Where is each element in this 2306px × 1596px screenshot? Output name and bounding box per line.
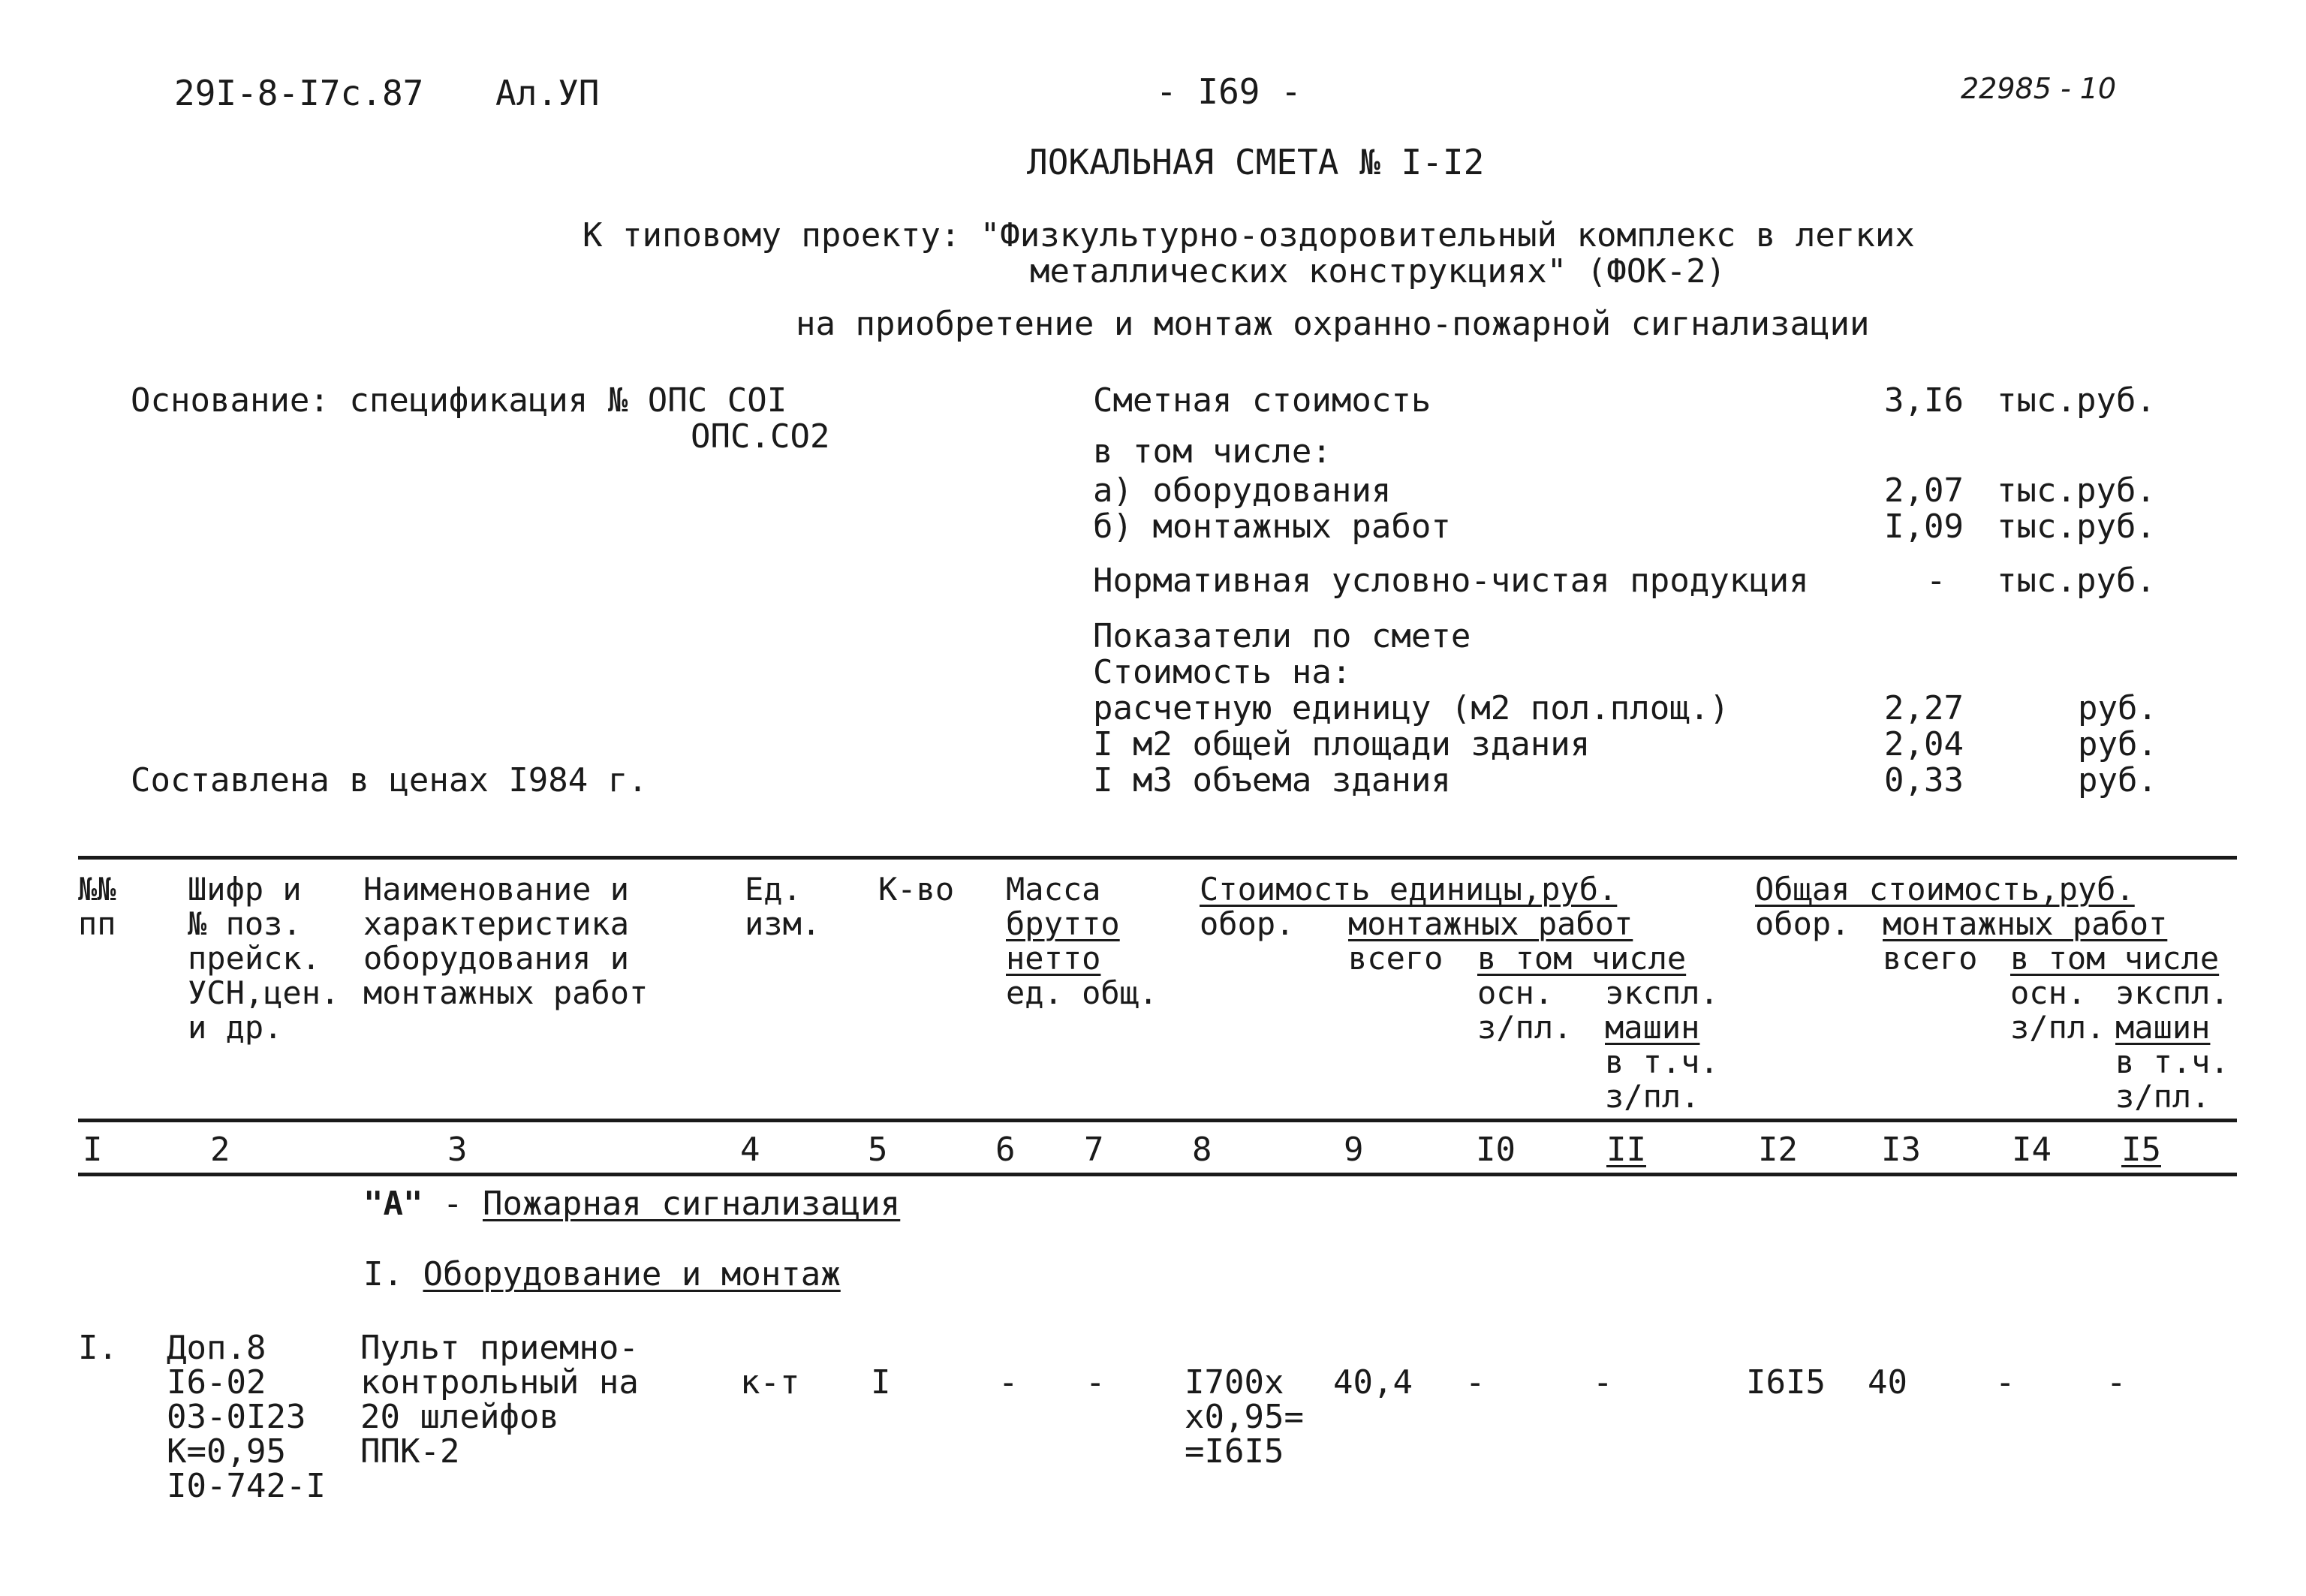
- row-unit: к-т: [740, 1363, 800, 1402]
- header-unit-cost: Стоимость единицы,руб.: [1200, 871, 1618, 908]
- header-unit-base-wage-1: осн.: [1477, 974, 1554, 1011]
- header-num-2: пп: [78, 905, 116, 942]
- indicators-label: Показатели по смете: [1093, 617, 1471, 655]
- row-name-4: ППК-2: [360, 1432, 460, 1471]
- equipment-cost-unit: тыс.руб.: [1997, 471, 2156, 510]
- row-total-machines: -: [2106, 1363, 2127, 1402]
- equipment-cost-value: 2,07: [1884, 471, 1964, 510]
- col-num-15: I5: [2121, 1131, 2161, 1169]
- installation-cost-unit: тыс.руб.: [1997, 507, 2156, 546]
- m3-cost-label: I м3 объема здания: [1093, 761, 1451, 800]
- row-name-2: контрольный на: [360, 1363, 639, 1402]
- col-num-11: II: [1606, 1131, 1646, 1169]
- equipment-cost-label: а) оборудования: [1093, 471, 1392, 510]
- header-unit-2: изм.: [745, 905, 821, 942]
- header-unit-total: всего: [1348, 940, 1444, 977]
- estimated-cost-value: 3,I6: [1884, 381, 1964, 420]
- col-num-6: 6: [995, 1131, 1016, 1169]
- header-total-base-wage-2: з/пл.: [2010, 1009, 2106, 1046]
- header-unit-machines-2: машин: [1605, 1009, 1700, 1046]
- header-unit-machines-4: з/пл.: [1605, 1078, 1700, 1115]
- header-total-including: в том числе: [2010, 940, 2220, 977]
- basis-label: Основание: спецификация № ОПС СОI: [131, 381, 787, 420]
- col-num-8: 8: [1192, 1131, 1212, 1169]
- album-number: Ал.УП: [495, 73, 600, 113]
- m2-cost-unit: руб.: [2078, 725, 2157, 763]
- header-name-3: оборудования и: [363, 940, 630, 977]
- estimated-cost-unit: тыс.руб.: [1997, 381, 2156, 420]
- col-num-12: I2: [1758, 1131, 1798, 1169]
- m2-cost-value: 2,04: [1884, 725, 1964, 763]
- unit-cost-label: расчетную единицу (м2 пол.площ.): [1093, 689, 1730, 727]
- header-code-1: Шифр и: [188, 871, 302, 908]
- header-unit-including: в том числе: [1477, 940, 1687, 977]
- col-num-9: 9: [1344, 1131, 1364, 1169]
- col-num-7: 7: [1084, 1131, 1104, 1169]
- col-num-14: I4: [2012, 1131, 2052, 1169]
- col-num-13: I3: [1881, 1131, 1921, 1169]
- header-quantity: К-во: [878, 871, 955, 908]
- col-num-4: 4: [740, 1131, 760, 1169]
- price-level: Составлена в ценах I984 г.: [131, 761, 648, 800]
- header-mass: Масса: [1006, 871, 1101, 908]
- normative-production-unit: тыс.руб.: [1997, 562, 2156, 600]
- row-mass-unit: -: [998, 1363, 1019, 1402]
- row-machines: -: [1593, 1363, 1613, 1402]
- col-num-5: 5: [868, 1131, 888, 1169]
- subsection-heading: I. Оборудование и монтаж: [363, 1255, 841, 1293]
- header-total-machines-1: экспл.: [2115, 974, 2229, 1011]
- section-heading: "А" - Пожарная сигнализация: [363, 1185, 901, 1223]
- header-total-machines-4: з/пл.: [2115, 1078, 2211, 1115]
- header-total-equipment: обор.: [1755, 905, 1850, 942]
- header-code-4: УСН,цен.: [188, 974, 340, 1011]
- unit-cost-value: 2,27: [1884, 689, 1964, 727]
- normative-production-label: Нормативная условно-чистая продукция: [1093, 562, 1809, 600]
- row-name-3: 20 шлейфов: [360, 1398, 559, 1436]
- column-numbers-rule: [78, 1173, 2237, 1176]
- row-equipment-cost-1: I700x: [1185, 1363, 1284, 1402]
- header-total-machines-2: машин: [2115, 1009, 2211, 1046]
- cost-on-label: Стоимость на:: [1093, 653, 1352, 691]
- header-total-base-wage-1: осн.: [2010, 974, 2087, 1011]
- row-quantity: I: [871, 1363, 891, 1402]
- estimate-purpose: на приобретение и монтаж охранно-пожарной сигнализации: [796, 305, 1870, 343]
- header-unit-1: Ед.: [745, 871, 802, 908]
- header-num-1: №№: [78, 871, 116, 908]
- inventory-number: 22985 - 10: [1961, 72, 2117, 105]
- unit-cost-unit: руб.: [2078, 689, 2157, 727]
- installation-cost-value: I,09: [1884, 507, 1964, 546]
- row-mass-total: -: [1085, 1363, 1106, 1402]
- header-total-total: всего: [1883, 940, 1978, 977]
- row-installation-total: 40,4: [1333, 1363, 1413, 1402]
- row-equipment-cost-3: =I6I5: [1185, 1432, 1284, 1471]
- row-code-1: Доп.8: [167, 1329, 266, 1367]
- basis-spec-2: ОПС.СО2: [691, 417, 830, 456]
- m3-cost-unit: руб.: [2078, 761, 2157, 800]
- col-num-2: 2: [210, 1131, 230, 1169]
- installation-cost-label: б) монтажных работ: [1093, 507, 1451, 546]
- row-total-base-wage: -: [1995, 1363, 2015, 1402]
- header-unit-machines-3: в т.ч.: [1605, 1043, 1719, 1080]
- header-code-2: № поз.: [188, 905, 302, 942]
- col-num-1: I: [83, 1131, 103, 1169]
- project-line-1: К типовому проекту: "Физкультурно-оздоровительный комплекс в легких: [583, 216, 1915, 254]
- estimated-cost-label: Сметная стоимость: [1093, 381, 1431, 420]
- col-num-10: I0: [1476, 1131, 1516, 1169]
- row-total-equipment: I6I5: [1746, 1363, 1826, 1402]
- header-code-5: и др.: [188, 1009, 283, 1046]
- header-unit-installation: монтажных работ: [1348, 905, 1633, 942]
- m3-cost-value: 0,33: [1884, 761, 1964, 800]
- header-unit-base-wage-2: з/пл.: [1477, 1009, 1573, 1046]
- row-total-installation: 40: [1868, 1363, 1907, 1402]
- header-mass-net: нетто: [1006, 940, 1101, 977]
- m2-cost-label: I м2 общей площади здания: [1093, 725, 1591, 763]
- estimate-title: ЛОКАЛЬНАЯ СМЕТА № I-I2: [1027, 142, 1485, 182]
- header-code-3: прейск.: [188, 940, 321, 977]
- header-name-1: Наименование и: [363, 871, 630, 908]
- header-name-4: монтажных работ: [363, 974, 649, 1011]
- table-top-rule: [78, 856, 2237, 860]
- row-code-2: I6-02: [167, 1363, 266, 1402]
- page-number: - I69 -: [1156, 71, 1302, 112]
- row-code-4: К=0,95: [167, 1432, 286, 1471]
- project-line-2: металлических конструкциях" (ФОК-2): [1030, 252, 1726, 291]
- document-code: 29I-8-I7c.87: [174, 73, 424, 113]
- row-code-3: 03-0I23: [167, 1398, 306, 1436]
- header-unit-equipment: обор.: [1200, 905, 1295, 942]
- row-code-5: I0-742-I: [167, 1467, 326, 1505]
- header-name-2: характеристика: [363, 905, 630, 942]
- header-bottom-rule: [78, 1119, 2237, 1122]
- row-number: I.: [78, 1329, 118, 1367]
- including-label: в том числе:: [1093, 432, 1332, 471]
- col-num-3: 3: [447, 1131, 468, 1169]
- header-unit-machines-1: экспл.: [1605, 974, 1719, 1011]
- row-equipment-cost-2: x0,95=: [1185, 1398, 1304, 1436]
- header-mass-gross: брутто: [1006, 905, 1120, 942]
- header-total-cost: Общая стоимость,руб.: [1755, 871, 2135, 908]
- row-name-1: Пульт приемно-: [360, 1329, 639, 1367]
- header-total-machines-3: в т.ч.: [2115, 1043, 2229, 1080]
- normative-production-value: -: [1926, 562, 1946, 600]
- row-base-wage: -: [1465, 1363, 1486, 1402]
- header-total-installation: монтажных работ: [1883, 905, 2168, 942]
- header-mass-unit-total: ед. общ.: [1006, 974, 1158, 1011]
